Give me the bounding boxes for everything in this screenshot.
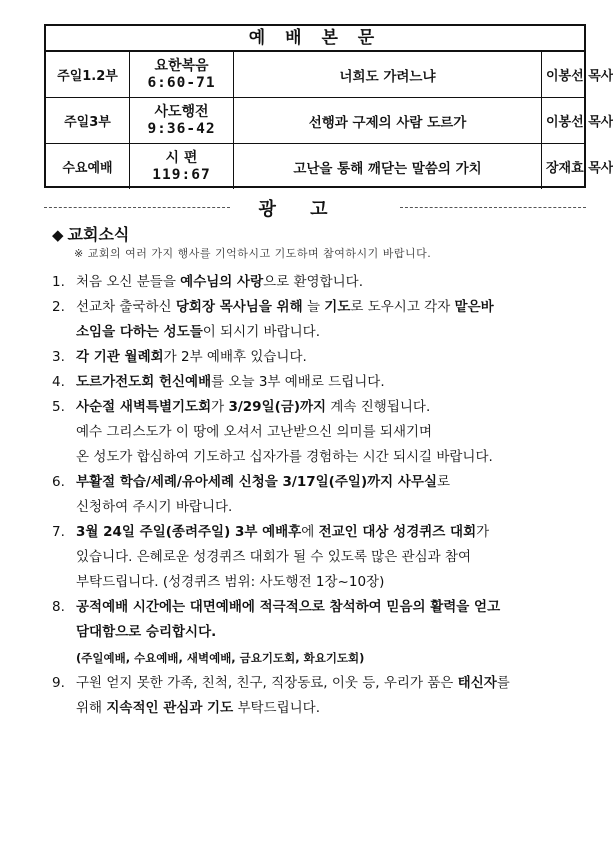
sermon-title: 너희도 가려느냐: [234, 52, 542, 97]
list-item: 2. 선교차 출국하신 당회장 목사님을 위해 늘 기도로 도우시고 각자 맡은바 소임을 다하는 성도들이 되시기 바랍니다.: [52, 299, 494, 340]
announcements-heading: 광 고: [230, 195, 370, 221]
list-item: 9. 구원 얻지 못한 가족, 친척, 친구, 직장동료, 이웃 등, 우리가 품은 태신자를 위해 지속적인 관심과 기도 부탁드립니다.: [52, 675, 510, 716]
table-row: [46, 52, 613, 98]
service-name: 수요예배: [46, 144, 130, 189]
preacher: 이봉선 목사: [546, 115, 613, 130]
list-item: 1. 처음 오신 분들을 예수님의 사랑으로 환영합니다.: [52, 274, 363, 290]
list-item: 8. 공적예배 시간에는 대면예배에 적극적으로 참석하여 믿음의 활력을 얻고 담대함으로 승리합시다. (주일예배, 수요예배, 새벽예배, 금요기도회, 화요기도회): [52, 599, 501, 665]
scripture-verse: 9:36-42: [147, 120, 216, 137]
service-name: 주일3부: [46, 98, 130, 143]
list-item: 7. 3월 24일 주일(종려주일) 3부 예배후에 전교인 대상 성경퀴즈 대회가 있습니다. 은혜로운 성경퀴즈 대회가 될 수 있도록 많은 관심과 참여 부탁드립니다. (성경퀴즈 범위: 사도행전 1장~10장): [52, 524, 490, 590]
preacher: 이봉선 목사: [546, 69, 613, 84]
table-row: [46, 98, 613, 144]
scripture-verse: 119:67: [152, 166, 211, 183]
list-item: 3. 각 기관 월례회가 2부 예배후 있습니다.: [52, 349, 307, 365]
sermon-title: 선행과 구제의 사람 도르가: [234, 98, 542, 143]
scripture-book: 시 편: [165, 149, 198, 166]
diamond-icon: ◆: [52, 226, 64, 244]
preacher: 장재효 목사: [546, 161, 613, 176]
list-item: 4. 도르가전도회 헌신예배를 오늘 3부 예배로 드립니다.: [52, 374, 385, 390]
scripture-table: [44, 24, 613, 188]
sermon-title: 고난을 통해 깨닫는 말씀의 가치: [234, 144, 542, 189]
table-row: [46, 144, 613, 189]
section-title: ◆ 교회소식: [52, 225, 130, 244]
scripture-ref: [130, 98, 234, 143]
scripture-book: 사도행전: [154, 103, 209, 120]
scripture-ref: [130, 52, 234, 97]
scripture-ref: [130, 144, 234, 189]
scripture-table-title: 예 배 본 문: [46, 26, 584, 52]
announcement-list: [52, 270, 582, 721]
section-note: ※ 교회의 여러 가지 행사를 기억하시고 기도하며 참여하시기 바랍니다.: [74, 247, 432, 260]
scripture-book: 요한복음: [154, 57, 209, 74]
service-name: 주일1.2부: [46, 52, 130, 97]
list-item: 6. 부활절 학습/세례/유아세례 신청을 3/17일(주일)까지 사무실로 신청하여 주시기 바랍니다.: [52, 474, 451, 515]
list-item: 5. 사순절 새벽특별기도회가 3/29일(금)까지 계속 진행됩니다. 예수 그리스도가 이 땅에 오셔서 고난받으신 의미를 되새기며 온 성도가 합심하여 기도하고 십자가를 경험하는 시간 되시길 바랍니다.: [52, 399, 493, 465]
scripture-verse: 6:60-71: [147, 74, 216, 91]
